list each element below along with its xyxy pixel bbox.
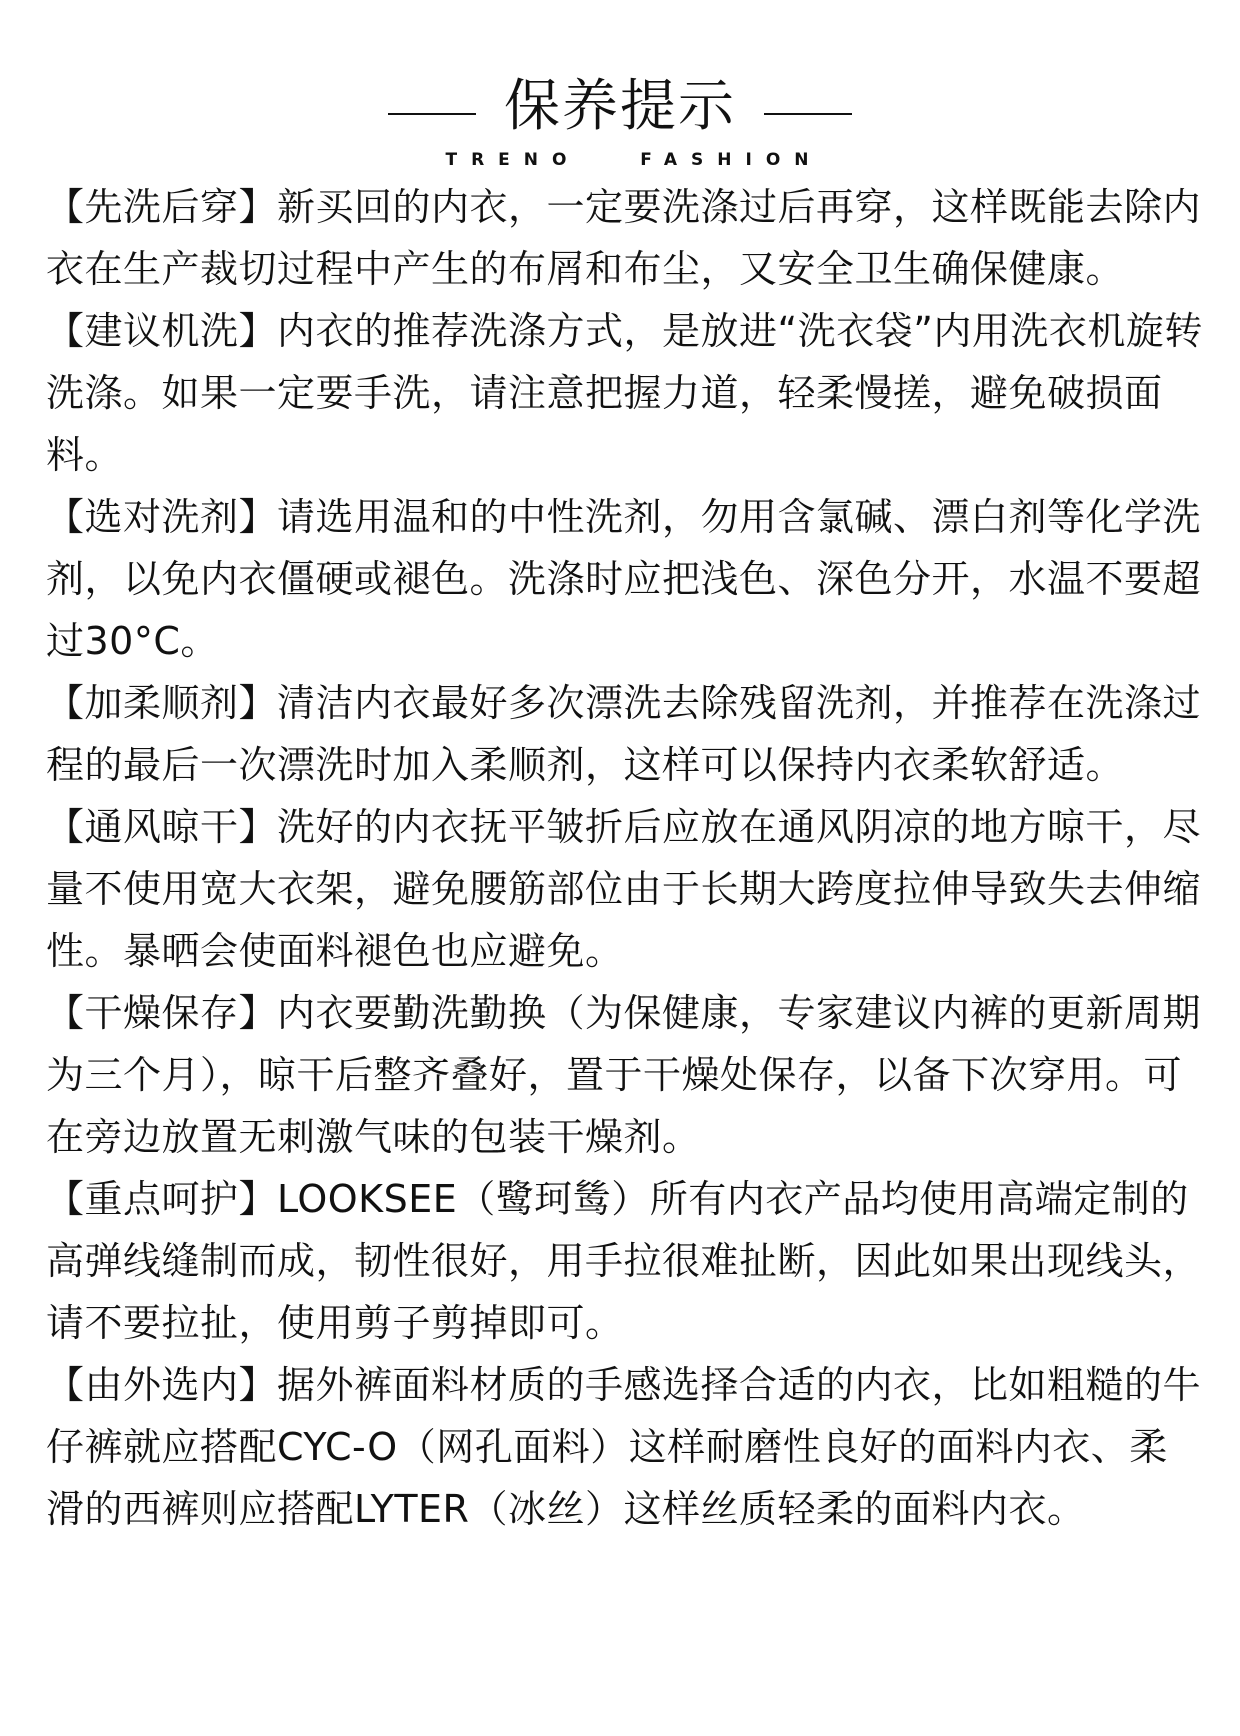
care-tip-text: 内衣的推荐洗涤方式，是放进“洗衣袋”内用洗衣机旋转洗涤。如果一定要手洗，请注意把握力道，轻柔慢搓，避免破损面料。 [46,309,1203,477]
care-tip-text: 清洁内衣最好多次漂洗去除残留洗剂，并推荐在洗涤过程的最后一次漂洗时加入柔顺剂，这样可以保持内衣柔软舒适。 [46,681,1202,787]
page-header [0,72,1240,170]
care-tip-heading: 【加柔顺剂】 [46,681,278,725]
care-tip-item [46,1168,1206,1354]
care-tips-list [46,176,1206,1540]
care-tip-text: 洗好的内衣抚平皱折后应放在通风阴凉的地方晾干，尽量不使用宽大衣架，避免腰筋部位由于长期大跨度拉伸导致失去伸缩性。暴晒会使面料褪色也应避免。 [46,805,1202,973]
care-tip-heading: 【重点呵护】 [46,1177,278,1221]
care-tip-item [46,486,1206,672]
title-left-rule [388,113,476,115]
title-right-rule [764,113,852,115]
care-tip-text: 请选用温和的中性洗剂，勿用含氯碱、漂白剂等化学洗剂，以免内衣僵硬或褪色。洗涤时应把浅色、深色分开，水温不要超过30°C。 [46,495,1202,663]
care-tip-text: LOOKSEE（鹭珂鸶）所有内衣产品均使用高端定制的高弹线缝制而成，韧性很好，用手拉很难扯断，因此如果出现线头，请不要拉扯，使用剪子剪掉即可。 [46,1177,1202,1345]
care-tip-heading: 【选对洗剂】 [46,495,278,539]
care-tip-heading: 【建议机洗】 [46,309,278,353]
care-tip-heading: 【通风晾干】 [46,805,278,849]
title-row [0,72,1240,142]
care-tip-item [46,1354,1206,1540]
care-tip-text: 新买回的内衣，一定要洗涤过后再穿，这样既能去除内衣在生产裁切过程中产生的布屑和布尘，又安全卫生确保健康。 [46,185,1202,291]
care-tip-item [46,176,1206,300]
care-tip-heading: 【先洗后穿】 [46,185,278,229]
care-tip-item [46,796,1206,982]
care-tip-heading: 【由外选内】 [46,1363,278,1407]
care-tip-text: 据外裤面料材质的手感选择合适的内衣，比如粗糙的牛仔裤就应搭配CYC-O（网孔面料）这样耐磨性良好的面料内衣、柔滑的西裤则应搭配LYTER（冰丝）这样丝质轻柔的面料内衣。 [46,1363,1202,1531]
care-tip-item [46,672,1206,796]
care-tip-text: 内衣要勤洗勤换（为保健康，专家建议内裤的更新周期为三个月），晾干后整齐叠好，置于干燥处保存，以备下次穿用。可在旁边放置无刺激气味的包装干燥剂。 [46,991,1202,1159]
care-tip-heading: 【干燥保存】 [46,991,278,1035]
care-tip-item [46,982,1206,1168]
care-tip-item [46,300,1206,486]
brand-subtitle: TRENO FASHION [445,150,823,170]
page-title: 保养提示 [504,74,736,139]
